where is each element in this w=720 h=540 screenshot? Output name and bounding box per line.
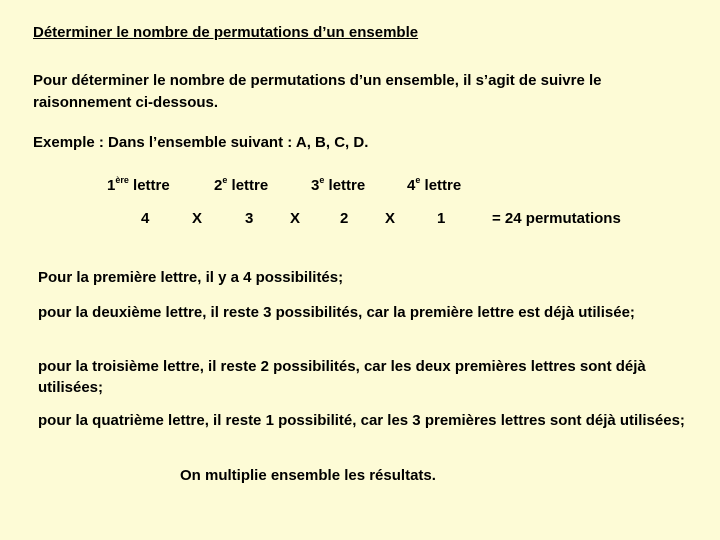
ordinal-suffix: e bbox=[222, 175, 228, 185]
calc-value-2: 3 bbox=[245, 210, 254, 227]
ordinal-number: 1 bbox=[107, 177, 116, 194]
explanation-third: pour la troisième lettre, il reste 2 possibilités, car les deux premières lettres sont déjà utilisées; bbox=[38, 358, 646, 396]
header-third-letter bbox=[311, 177, 365, 194]
ordinal-number: 4 bbox=[407, 177, 416, 194]
explanation-first: Pour la première lettre, il y a 4 possibilités; bbox=[38, 269, 344, 286]
intro-text: Pour déterminer le nombre de permutations d’un ensemble, il s’agit de suivre le raisonnement ci-dessous. bbox=[33, 72, 602, 111]
ordinal-word: lettre bbox=[424, 177, 462, 194]
explanation-second: pour la deuxième lettre, il reste 3 possibilités, car la première lettre est déjà utilisée; bbox=[38, 304, 635, 321]
slide-title: Déterminer le nombre de permutations d’un ensemble bbox=[33, 24, 419, 41]
calc-value-4: 1 bbox=[437, 210, 446, 227]
calc-value-1: 4 bbox=[141, 210, 150, 227]
example-text: Exemple : Dans l’ensemble suivant : A, B, C, D. bbox=[33, 134, 369, 151]
ordinal-suffix: e bbox=[415, 175, 421, 185]
header-second-letter bbox=[214, 177, 268, 194]
ordinal-suffix: ère bbox=[115, 175, 129, 185]
ordinal-word: lettre bbox=[231, 177, 269, 194]
header-first-letter bbox=[107, 177, 170, 194]
calc-result: = 24 permutations bbox=[492, 210, 621, 227]
ordinal-number: 3 bbox=[311, 177, 320, 194]
calc-value-3: 2 bbox=[340, 210, 349, 227]
calc-times-1: X bbox=[192, 210, 203, 227]
ordinal-suffix: e bbox=[319, 175, 325, 185]
explanation-fourth: pour la quatrième lettre, il reste 1 possibilité, car les 3 premières lettres sont déjà utilisées; bbox=[38, 412, 685, 429]
ordinal-word: lettre bbox=[328, 177, 366, 194]
calc-times-3: X bbox=[385, 210, 396, 227]
ordinal-number: 2 bbox=[214, 177, 223, 194]
ordinal-word: lettre bbox=[133, 177, 170, 194]
header-fourth-letter bbox=[407, 177, 461, 194]
conclusion-text: On multiplie ensemble les résultats. bbox=[180, 467, 436, 484]
calc-times-2: X bbox=[290, 210, 301, 227]
